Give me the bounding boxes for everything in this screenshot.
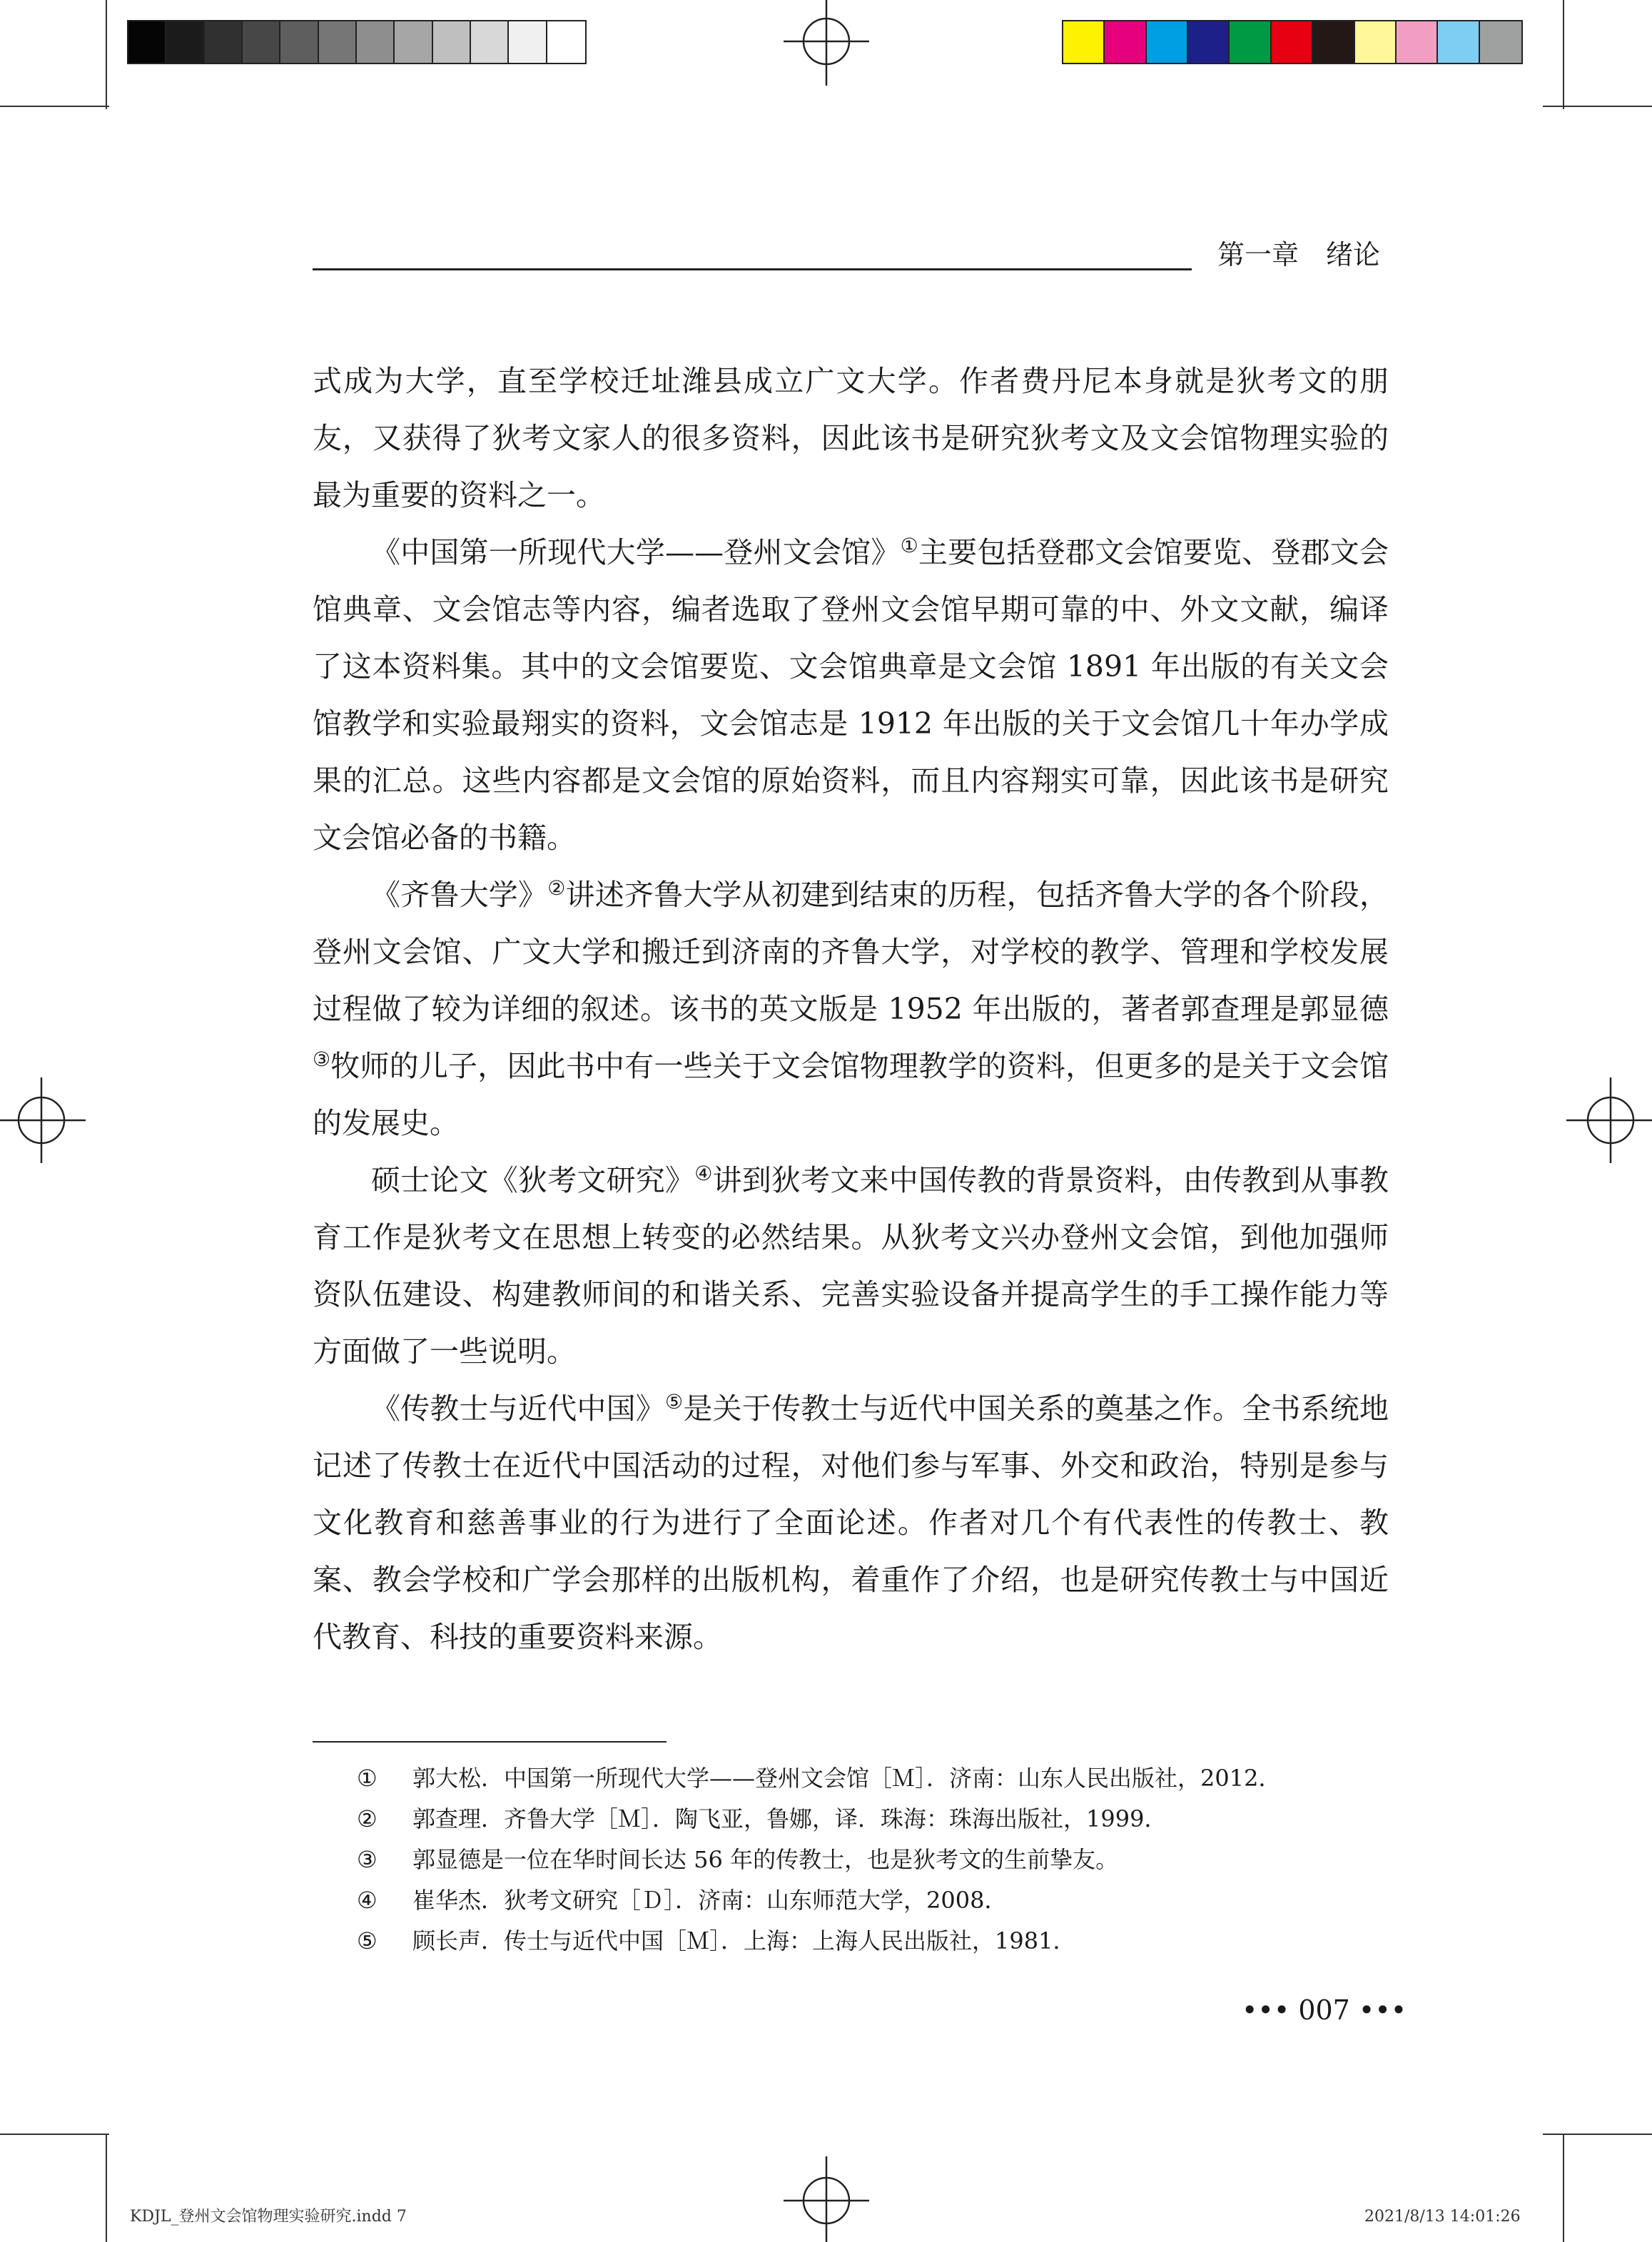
footnotes [357, 1758, 1392, 1962]
color-swatch [128, 21, 166, 63]
crop-mark [1563, 0, 1564, 109]
footnote [357, 1921, 1392, 1962]
color-swatch [1313, 21, 1354, 63]
paragraph-text: 讲到狄考文来中国传教的背景资料，由传教到从事教育工作是狄考文在思想上转变的必然结果。从狄考文兴办登州文会馆，到他加强师资队伍建设、构建教师间的和谐关系、完善实验设备并提高学生的手工操作能力等方面做了一些说明。 [313, 1163, 1389, 1369]
color-swatch [1105, 21, 1146, 63]
color-swatch [433, 21, 471, 63]
footnote-text: 顾长声．传士与近代中国［Ｍ］．上海：上海人民出版社，1981． [412, 1927, 1076, 1954]
color-bar [1062, 20, 1523, 64]
paragraph [313, 524, 1389, 866]
crop-mark [0, 106, 109, 107]
footnote-number: ① [357, 1765, 377, 1792]
footnote-text: 郭显德是一位在华时间长达 56 年的传教士，也是狄考文的生前挚友。 [412, 1846, 1119, 1873]
footnote-number: ⑤ [357, 1927, 377, 1954]
footnote-text: 郭大松．中国第一所现代大学——登州文会馆［Ｍ］．济南：山东人民出版社，2012． [412, 1765, 1282, 1792]
chapter-header: 第一章 绪论 [1217, 239, 1381, 270]
color-swatch [1397, 21, 1438, 63]
body-text [313, 352, 1389, 1665]
page-number: ••• 007 ••• [1242, 1994, 1407, 2026]
footnote [357, 1840, 1392, 1880]
header-rule [313, 268, 1192, 270]
color-swatch [1480, 21, 1521, 63]
book-title: 《传教士与近代中国》 [371, 1391, 666, 1426]
color-swatch [1355, 21, 1397, 63]
color-swatch [471, 21, 509, 63]
paragraph [313, 1380, 1389, 1665]
slug-filename: KDJL_登州文会馆物理实验研究.indd 7 [130, 2208, 407, 2226]
color-swatch [547, 21, 585, 63]
registration-mark-icon [784, 0, 869, 86]
book-title: 《中国第一所现代大学——登州文会馆》 [371, 535, 901, 569]
book-title: 《齐鲁大学》 [371, 878, 548, 912]
registration-mark-icon [0, 1077, 86, 1163]
color-swatch [1272, 21, 1313, 63]
paragraph-text: 主要包括登郡文会馆要览、登郡文会馆典章、文会馆志等内容，编者选取了登州文会馆早期可靠的中、外文文献，编译了这本资料集。其中的文会馆要览、文会馆典章是文会馆 1891 年出版的有关文会馆教学和实验最翔实的资料，文会馆志是 1912 年出版的关于文会馆几十年办学成果的汇总。这些内容都是文会馆的原始资料，而且内容翔实可靠，因此该书是研究文会馆必备的书籍。 [313, 535, 1389, 855]
color-swatch [319, 21, 357, 63]
color-swatch [280, 21, 318, 63]
footnote-rule [313, 1741, 667, 1743]
paragraph [313, 866, 1389, 1152]
paragraph-text: 牧师的儿子，因此书中有一些关于文会馆物理教学的资料，但更多的是关于文会馆的发展史。 [313, 1049, 1389, 1140]
color-swatch [1230, 21, 1271, 63]
footnote-mark[interactable]: ⑤ [665, 1390, 684, 1414]
paragraph [313, 1152, 1389, 1380]
color-swatch [509, 21, 547, 63]
footnote-number: ③ [357, 1846, 377, 1873]
footnote-text: 郭查理．齐鲁大学［Ｍ］．陶飞亚，鲁娜，译．珠海：珠海出版社，1999． [412, 1805, 1167, 1832]
slug-timestamp: 2021/8/13 14:01:26 [1364, 2208, 1521, 2226]
crop-mark [106, 2134, 107, 2242]
footnote-mark[interactable]: ③ [313, 1048, 331, 1071]
color-swatch [1063, 21, 1105, 63]
paragraph-text: 是关于传教士与近代中国关系的奠基之作。全书系统地记述了传教士在近代中国活动的过程，对他们参与军事、外交和政治，特别是参与文化教育和慈善事业的行为进行了全面论述。作者对几个有代表性的传教士、教案、教会学校和广学会那样的出版机构，着重作了介绍，也是研究传教士与中国近代教育、科技的重要资料来源。 [313, 1391, 1389, 1654]
footnote-mark[interactable]: ① [900, 534, 918, 557]
footnote-number: ④ [357, 1887, 377, 1914]
footnote [357, 1880, 1392, 1921]
book-title: 硕士论文《狄考文研究》 [371, 1163, 695, 1197]
color-swatch [1188, 21, 1230, 63]
crop-mark [1543, 2134, 1652, 2135]
crop-mark [1563, 2134, 1564, 2242]
color-swatch [243, 21, 280, 63]
footnote [357, 1758, 1392, 1799]
footnote-mark[interactable]: ② [547, 876, 566, 900]
footnote-mark[interactable]: ④ [694, 1162, 713, 1185]
registration-mark-icon [1566, 1077, 1652, 1163]
crop-mark [0, 2134, 109, 2135]
crop-mark [1543, 106, 1652, 107]
color-swatch [1147, 21, 1188, 63]
color-swatch [1438, 21, 1479, 63]
grayscale-bar [127, 20, 587, 64]
footnote [357, 1799, 1392, 1840]
color-swatch [395, 21, 432, 63]
footnote-number: ② [357, 1805, 377, 1832]
color-swatch [166, 21, 204, 63]
paragraph-text: 讲述齐鲁大学从初建到结束的历程，包括齐鲁大学的各个阶段，登州文会馆、广文大学和搬迁到济南的齐鲁大学，对学校的教学、管理和学校发展过程做了较为详细的叙述。该书的英文版是 1952 年出版的，著者郭查理是郭显德 [313, 878, 1389, 1026]
paragraph-text: 式成为大学，直至学校迁址潍县成立广文大学。作者费丹尼本身就是狄考文的朋友，又获得了狄考文家人的很多资料，因此该书是研究狄考文及文会馆物理实验的最为重要的资料之一。 [313, 364, 1389, 512]
registration-mark-icon [784, 2156, 869, 2242]
color-swatch [205, 21, 243, 63]
color-swatch [357, 21, 395, 63]
footnote-text: 崔华杰．狄考文研究［Ｄ］．济南：山东师范大学，2008． [412, 1887, 1008, 1914]
paragraph [313, 352, 1389, 524]
crop-mark [106, 0, 107, 109]
